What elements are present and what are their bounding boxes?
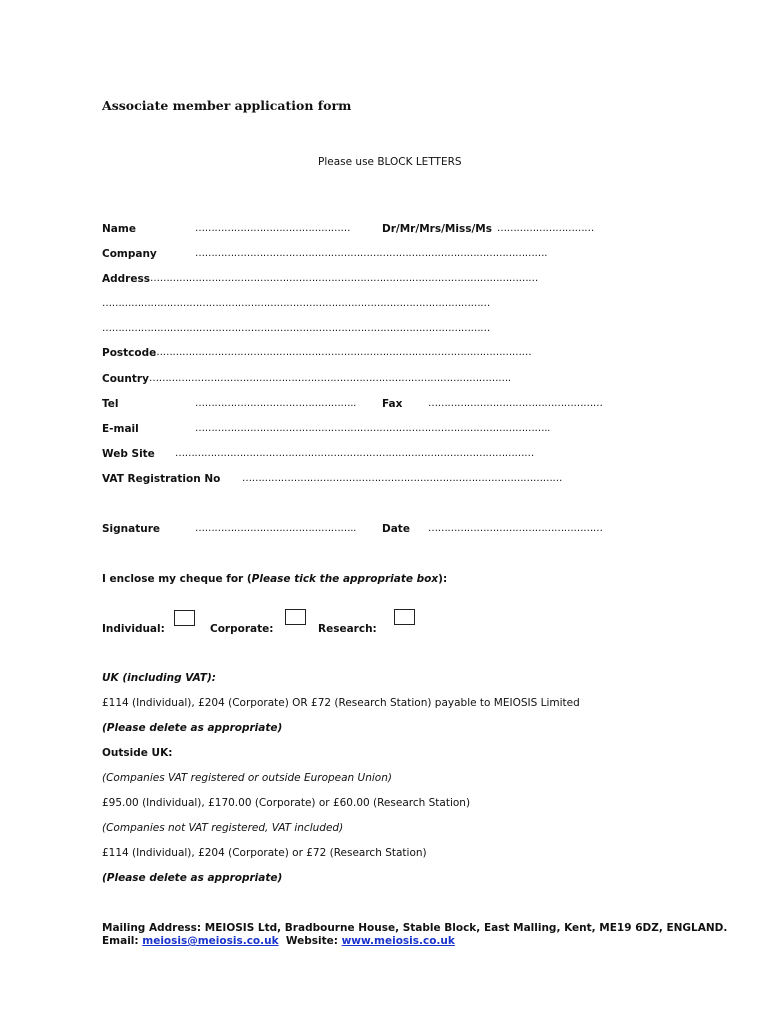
honorific-field[interactable]: ………………………… — [497, 223, 595, 234]
website-field[interactable]: ………………………………………………………………………………………………… — [175, 448, 534, 459]
email-field[interactable]: ……………………………………………………………………………………………….. — [195, 423, 550, 434]
company-field[interactable]: ………………………………………………………………………………………………. — [195, 248, 548, 259]
date-label: Date — [382, 523, 410, 535]
date-field[interactable]: ……………………………………………… — [428, 523, 603, 534]
tel-field[interactable]: ………………………………………….. — [195, 398, 356, 409]
option-research-label: Research: — [318, 623, 377, 635]
address-field[interactable]: ………………………………………………………………………………………………………… — [150, 273, 539, 284]
name-label: Name — [102, 223, 136, 235]
fax-label: Fax — [382, 398, 403, 410]
cheque-intro-suffix: ): — [438, 573, 448, 585]
email-label: E-mail — [102, 423, 139, 435]
outside-prices-2: £114 (Individual), £204 (Corporate) or £72 (Research Station) — [102, 847, 427, 859]
cheque-intro — [102, 574, 447, 585]
email-label-footer: Email: — [102, 935, 139, 947]
outside-note-not-registered: (Companies not VAT registered, VAT included) — [102, 822, 344, 834]
postcode-field[interactable]: ……………………………………………………………………………………………………… — [153, 347, 532, 358]
website-label: Web Site — [102, 448, 155, 460]
signature-field[interactable]: ………………………………………….. — [195, 523, 356, 534]
tel-label: Tel — [102, 398, 119, 410]
mailing-address: Mailing Address: MEIOSIS Ltd, Bradbourne House, Stable Block, East Malling, Kent, ME19 6DZ, ENGLAND. — [102, 922, 728, 934]
address-line-2[interactable]: ………………………………………………………………………………………………………… — [102, 298, 491, 309]
option-corporate-label: Corporate: — [210, 623, 274, 635]
contact-line — [102, 936, 455, 947]
honorific-label: Dr/Mr/Mrs/Miss/Ms — [382, 223, 492, 235]
uk-delete-note: (Please delete as appropriate) — [102, 722, 283, 734]
page-title: Associate member application form — [102, 98, 352, 113]
outside-prices-1: £95.00 (Individual), £170.00 (Corporate) or £60.00 (Research Station) — [102, 797, 471, 809]
email-link[interactable]: meiosis@meiosis.co.uk — [142, 935, 279, 947]
block-letters-instruction: Please use BLOCK LETTERS — [318, 156, 462, 168]
research-checkbox[interactable] — [394, 609, 415, 625]
option-individual-label: Individual: — [102, 623, 165, 635]
cheque-intro-prefix: I enclose my cheque for ( — [102, 573, 252, 585]
corporate-checkbox[interactable] — [285, 609, 306, 625]
outside-uk-heading: Outside UK: — [102, 747, 173, 759]
signature-label: Signature — [102, 523, 161, 535]
country-label: Country — [102, 373, 149, 385]
website-link[interactable]: www.meiosis.co.uk — [341, 935, 455, 947]
vat-label: VAT Registration No — [102, 473, 221, 485]
postcode-label: Postcode — [102, 347, 157, 359]
address-label: Address — [102, 273, 150, 285]
outside-delete-note: (Please delete as appropriate) — [102, 872, 283, 884]
website-label-footer: Website: — [285, 935, 338, 947]
cheque-intro-italic: Please tick the appropriate box — [251, 573, 439, 585]
uk-heading: UK (including VAT): — [102, 672, 216, 684]
individual-checkbox[interactable] — [174, 610, 195, 626]
uk-prices: £114 (Individual), £204 (Corporate) OR £72 (Research Station) payable to MEIOSIS Limited — [102, 697, 580, 709]
vat-field[interactable]: ……………………………………………………………………………………… — [242, 473, 563, 484]
company-label: Company — [102, 248, 157, 260]
outside-note-vat-registered: (Companies VAT registered or outside European Union) — [102, 772, 392, 784]
country-field[interactable]: …………………………………………………………………………………………………. — [149, 373, 511, 384]
name-field[interactable]: ………………………………………… — [195, 223, 351, 234]
fax-field[interactable]: ……………………………………………… — [428, 398, 603, 409]
address-line-3[interactable]: ………………………………………………………………………………………………………… — [102, 323, 491, 334]
